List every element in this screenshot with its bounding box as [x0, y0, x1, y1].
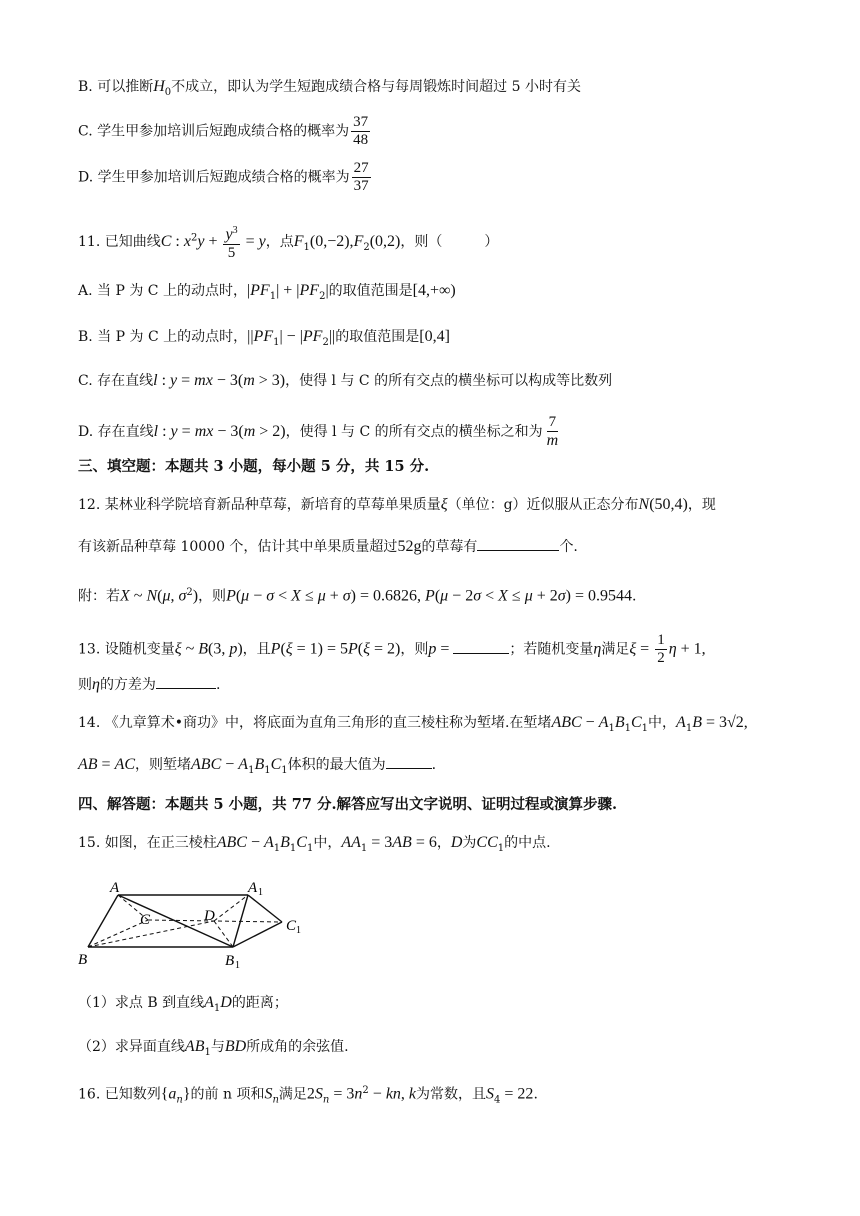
fraction: $\frac{37}{48}$ [353, 114, 369, 148]
q13-line1: 13. 设随机变量ξ ~ B(3, p)，且P(ξ = 1) = 5P(ξ = 2)，则p = ；若随机变量η满足ξ = $\frac{1}{2}$ η + 1, [78, 632, 706, 666]
q10-option-c: C. 学生甲参加培训后短跑成绩合格的概率为 $\frac{37}{48}$ [78, 114, 369, 148]
q13-line2: 则η的方差为 . [78, 676, 221, 693]
q11-stem: 11. 已知曲线C : $x^2y$ + $\frac{y^3}{5}$ = y，点$F_1(0,-2),F_2(0,2)$，则（ ） [78, 222, 498, 262]
label-a1: A [248, 880, 258, 896]
q15-stem: 15. 如图，在正三棱柱ABC − $A_1B_1C_1$中，$AA_1 = 3AB = 6$，D为$CC_1$的中点. [78, 834, 551, 854]
label-a: A [110, 880, 120, 896]
answer-blank [453, 639, 509, 654]
q14-line2: AB = AC，则堑堵ABC − $A_1B_1C_1$体积的最大值为 . [78, 756, 437, 776]
prism-figure [70, 872, 320, 972]
label-c1: C [286, 918, 297, 934]
q11-option-d: D. 存在直线l : y = mx − 3(m > 2)，使得 l 与 C 的所有交点的横坐标之和为 $\frac{7}{m}$ [78, 414, 559, 449]
q11-option-b: B. 当 P 为 C 上的动点时，$||PF_1| - |PF_2||$的取值范围是[0,4] [78, 328, 450, 348]
q10-option-d: D. 学生甲参加培训后短跑成绩合格的概率为 $\frac{27}{37}$ [78, 160, 369, 194]
label-b: B [78, 952, 88, 968]
q12-line1: 12. 某林业科学院培育新品种草莓，新培育的草莓单果质量ξ（单位：g）近似服从正态分布N(50,4)，现 [78, 496, 716, 513]
q10-option-b: B. 可以推断$H_0$不成立，即认为学生短跑成绩合格与每周锻炼时间超过 5 小时有关 [78, 78, 581, 98]
answer-blank [386, 754, 432, 769]
label-c: C [140, 912, 151, 928]
label-b1: B [225, 953, 235, 969]
q11-option-c: C. 存在直线l : y = mx − 3(m > 3)，使得 l 与 C 的所有交点的横坐标可以构成等比数列 [78, 372, 613, 389]
svg-text:1: 1 [296, 925, 301, 936]
q11-option-a: A. 当 P 为 C 上的动点时，$|PF_1| + |PF_2|$的取值范围是[4,+∞) [78, 282, 456, 302]
svg-text:1: 1 [258, 887, 263, 898]
answer-blank [477, 536, 559, 551]
q15-part1: （1）求点 B 到直线$A_1D$的距离； [78, 994, 288, 1014]
section-3-title: 三、填空题：本题共 3 小题，每小题 5 分，共 15 分. [78, 458, 430, 475]
q12-note: 附：若X ~ N(μ, $\sigma^2$)，则P(μ − σ < X ≤ μ + σ) = 0.6826, P(μ − 2σ < X ≤ μ + 2σ) = 0.9544. [78, 587, 637, 605]
answer-blank [156, 674, 216, 689]
q16-stem: 16. 已知数列$\{a_n\}$的前 n 项和$S_n$满足$2S_n = 3n^2$ − kn, k为常数，且$S_4 = 22$. [78, 1085, 538, 1106]
label-d: D [204, 908, 215, 924]
q15-part2: （2）求异面直线$AB_1$与BD所成角的余弦值. [78, 1038, 349, 1058]
svg-text:1: 1 [235, 960, 240, 971]
fraction: $\frac{27}{37}$ [353, 160, 369, 194]
section-4-title: 四、解答题：本题共 5 小题，共 77 分.解答应写出文字说明、证明过程或演算步骤. [78, 796, 618, 813]
q12-line2: 有该新品种草莓 10000 个，估计其中单果质量超过52g的草莓有 个. [78, 538, 578, 555]
q14-line1: 14. 《九章算术•商功》中，将底面为直角三角形的直三棱柱称为堑堵.在堑堵ABC − $A_1B_1C_1$中，$A_1B = 3√2$, [78, 714, 748, 734]
